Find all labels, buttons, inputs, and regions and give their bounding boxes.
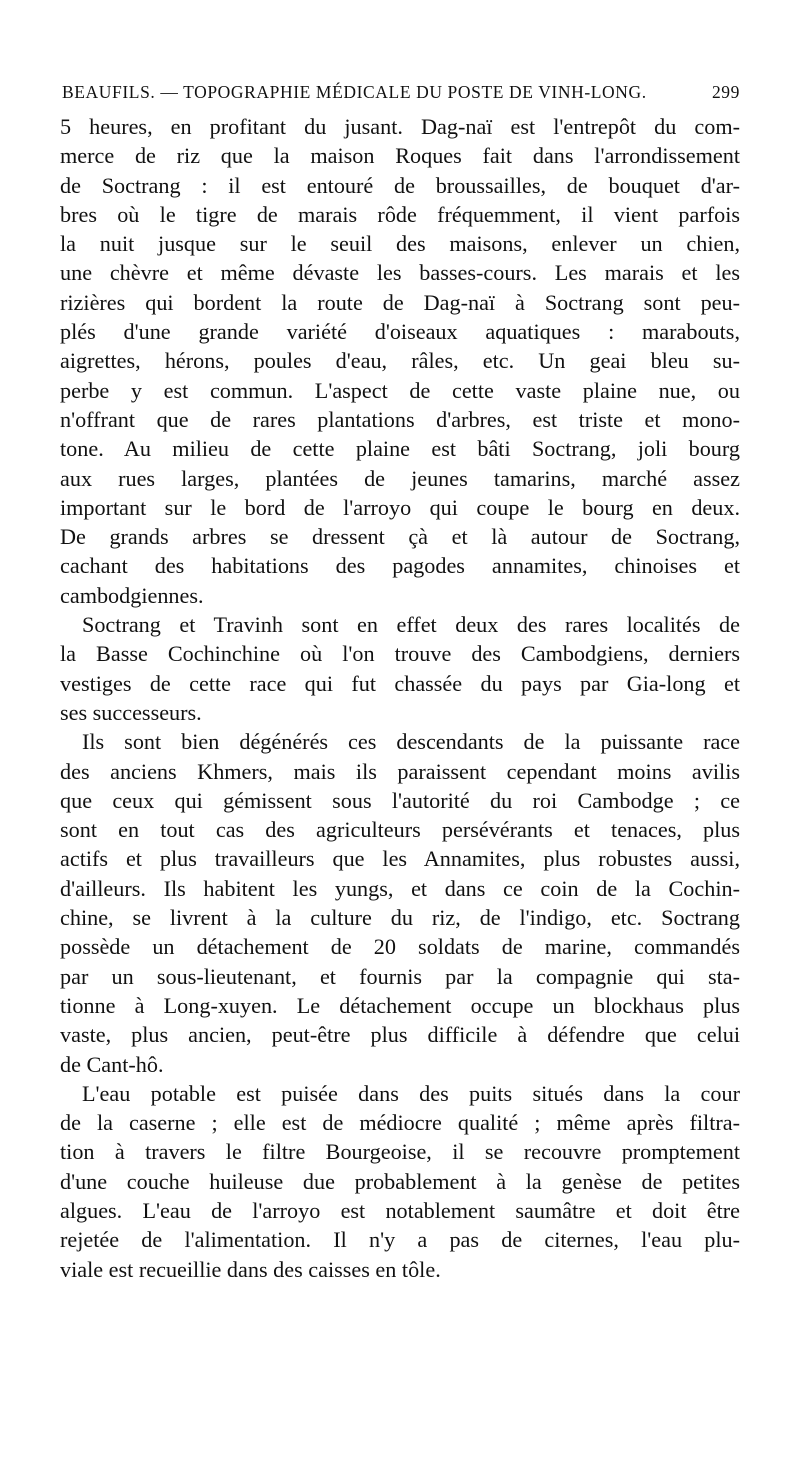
text-line: ses successeurs. <box>60 699 202 725</box>
text-line: 5 heures, en profitant du jusant. Dag-naï est l'entrepôt du com- <box>60 114 740 139</box>
text-line: cambodgiennes. <box>60 582 204 608</box>
text-line: la nuit jusque sur le seuil des maisons, enlever un chien, <box>60 231 740 257</box>
text-line: aigrettes, hérons, poules d'eau, râles, etc. Un geai bleu su- <box>60 348 740 374</box>
text-line: par un sous-lieutenant, et fournis par la compagnie qui sta- <box>60 963 740 989</box>
text-line: tionne à Long-xuyen. Le détachement occupe un blockhaus plus <box>60 992 740 1018</box>
text-line: d'une couche huileuse due probablement à la genèse de petites <box>60 1168 740 1194</box>
text-line: des anciens Khmers, mais ils paraissent cependant moins avilis <box>60 758 740 784</box>
text-line: n'offrant que de rares plantations d'arbres, est triste et mono- <box>60 406 740 432</box>
text-line: viale est recueillie dans des caisses en tôle. <box>60 1256 441 1282</box>
text-line: que ceux qui gémissent sous l'autorité du roi Cambodge ; ce <box>60 787 740 813</box>
text-line: sont en tout cas des agriculteurs persévérants et tenaces, plus <box>60 817 740 843</box>
text-line: rizières qui bordent la route de Dag-naï à Soctrang sont peu- <box>60 289 740 315</box>
text-line: bres où le tigre de marais rôde fréquemment, il vient parfois <box>60 201 740 227</box>
text-line: cachant des habitations des pagodes annamites, chinoises et <box>60 553 740 579</box>
running-head <box>62 82 740 106</box>
text-line: important sur le bord de l'arroyo qui coupe le bourg en deux. <box>60 494 740 520</box>
text-line: merce de riz que la maison Roques fait dans l'arrondissement <box>60 143 740 169</box>
paragraph <box>60 112 740 610</box>
paragraph <box>60 1079 740 1284</box>
paragraph <box>60 727 740 1079</box>
running-head-title: BEAUFILS. — TOPOGRAPHIE MÉDICALE DU POSTE DE VINH-LONG. <box>62 82 647 102</box>
text-line: vestiges de cette race qui fut chassée du pays par Gia-long et <box>60 670 740 696</box>
text-line: plés d'une grande variété d'oiseaux aquatiques : marabouts, <box>60 319 740 345</box>
text-line: d'ailleurs. Ils habitent les yungs, et dans ce coin de la Cochin- <box>60 875 740 901</box>
page-number: 299 <box>711 82 740 102</box>
text-line: tone. Au milieu de cette plaine est bâti Soctrang, joli bourg <box>60 436 740 462</box>
text-line: actifs et plus travailleurs que les Annamites, plus robustes aussi, <box>60 846 740 872</box>
text-line: perbe y est commun. L'aspect de cette vaste plaine nue, ou <box>60 377 740 403</box>
text-line: chine, se livrent à la culture du riz, de l'indigo, etc. Soctrang <box>60 905 740 931</box>
text-line: aux rues larges, plantées de jeunes tamarins, marché assez <box>60 465 740 491</box>
text-line: la Basse Cochinchine où l'on trouve des Cambodgiens, derniers <box>60 641 740 667</box>
text-line: algues. L'eau de l'arroyo est notablement saumâtre et doit être <box>60 1197 740 1223</box>
text-line: rejetée de l'alimentation. Il n'y a pas de citernes, l'eau plu- <box>60 1227 740 1253</box>
text-line: possède un détachement de 20 soldats de marine, commandés <box>60 934 740 960</box>
text-line: L'eau potable est puisée dans des puits situés dans la cour <box>82 1080 740 1106</box>
text-line: Soctrang et Travinh sont en effet deux des rares localités de <box>82 612 740 638</box>
body-text <box>60 112 740 1284</box>
text-line: de Soctrang : il est entouré de broussailles, de bouquet d'ar- <box>60 172 740 198</box>
text-line: De grands arbres se dressent çà et là autour de Soctrang, <box>60 524 740 550</box>
text-line: de la caserne ; elle est de médiocre qualité ; même après filtra- <box>60 1110 740 1136</box>
text-line: de Cant-hô. <box>60 1051 164 1077</box>
paragraph <box>60 610 740 727</box>
text-line: vaste, plus ancien, peut-être plus difficile à défendre que celui <box>60 1022 740 1048</box>
text-line: Ils sont bien dégénérés ces descendants de la puissante race <box>82 729 740 755</box>
text-line: une chèvre et même dévaste les basses-cours. Les marais et les <box>60 260 740 286</box>
text-line: tion à travers le filtre Bourgeoise, il se recouvre promptement <box>60 1139 740 1165</box>
